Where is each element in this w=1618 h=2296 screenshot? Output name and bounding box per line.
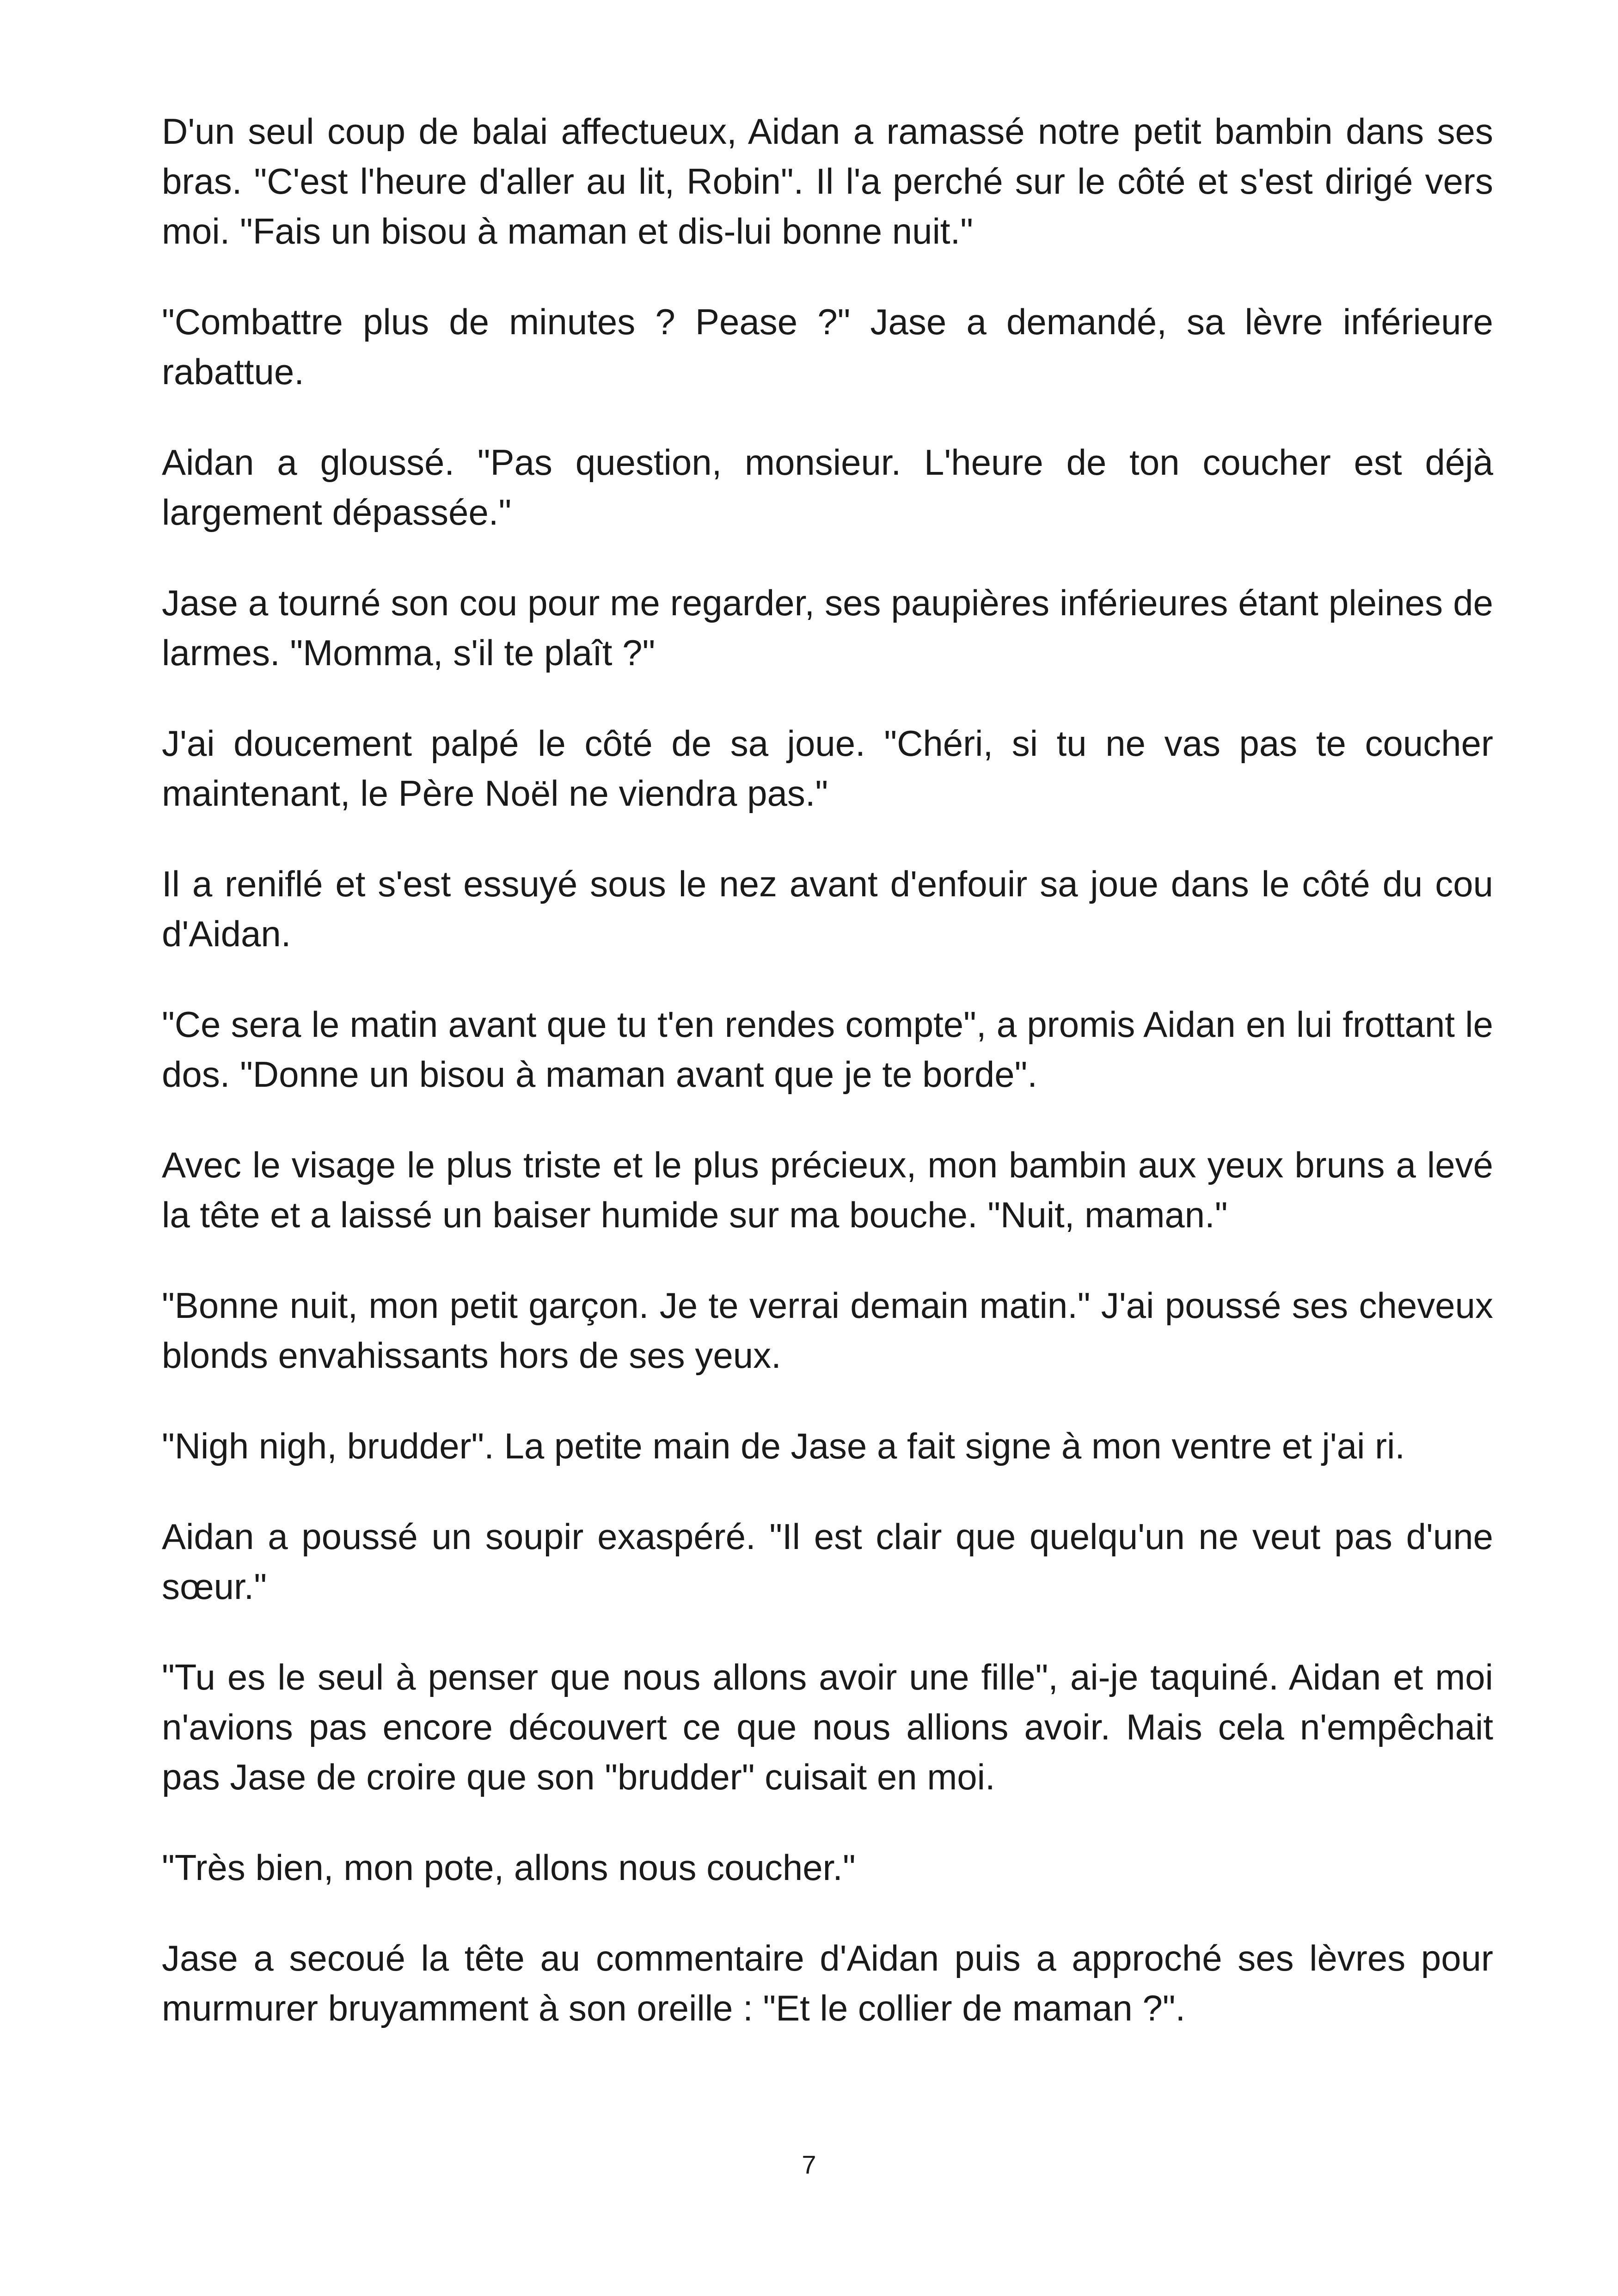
paragraph-3: Aidan a gloussé. "Pas question, monsieur. L'heure de ton coucher est déjà largement dépassée."	[162, 442, 1493, 533]
paragraph-7: "Ce sera le matin avant que tu t'en rendes compte", a promis Aidan en lui frottant le dos. "Donne un bisou à maman avant que je te borde".	[162, 1004, 1493, 1095]
paragraph-1: D'un seul coup de balai affectueux, Aidan a ramassé notre petit bambin dans ses bras. "C'est l'heure d'aller au lit, Robin". Il l'a perché sur le côté et s'est dirigé vers moi. "Fais un bisou à maman et dis-lui bonne nuit."	[162, 111, 1493, 251]
paragraph-10: "Nigh nigh, brudder". La petite main de Jase a fait signe à mon ventre et j'ai ri.	[162, 1426, 1405, 1466]
paragraph-6: Il a reniflé et s'est essuyé sous le nez avant d'enfouir sa joue dans le côté du cou d'Aidan.	[162, 863, 1493, 954]
paragraph-8: Avec le visage le plus triste et le plus précieux, mon bambin aux yeux bruns a levé la tête et a laissé un baiser humide sur ma bouche. "Nuit, maman."	[162, 1145, 1493, 1235]
paragraph-12: "Tu es le seul à penser que nous allons avoir une fille", ai-je taquiné. Aidan et moi n'avions pas encore découvert ce que nous allions avoir. Mais cela n'empêchait pas Jase de croire que son "brudder" cuisait en moi.	[162, 1657, 1493, 1797]
paragraph-9: "Bonne nuit, mon petit garçon. Je te verrai demain matin." J'ai poussé ses cheveux blonds envahissants hors de ses yeux.	[162, 1285, 1493, 1376]
paragraph-2: "Combattre plus de minutes ? Pease ?" Jase a demandé, sa lèvre inférieure rabattue.	[162, 301, 1493, 392]
page-number: 7	[802, 2150, 816, 2179]
paragraph-13: "Très bien, mon pote, allons nous coucher."	[162, 1847, 856, 1888]
paragraph-11: Aidan a poussé un soupir exaspéré. "Il est clair que quelqu'un ne veut pas d'une sœur."	[162, 1516, 1493, 1607]
paragraph-5: J'ai doucement palpé le côté de sa joue. "Chéri, si tu ne vas pas te coucher maintenant, le Père Noël ne viendra pas."	[162, 723, 1493, 814]
paragraph-4: Jase a tourné son cou pour me regarder, ses paupières inférieures étant pleines de larmes. "Momma, s'il te plaît ?"	[162, 582, 1493, 673]
document-body	[162, 106, 1493, 2074]
paragraph-14: Jase a secoué la tête au commentaire d'Aidan puis a approché ses lèvres pour murmurer bruyamment à son oreille : "Et le collier de maman ?".	[162, 1938, 1493, 2028]
